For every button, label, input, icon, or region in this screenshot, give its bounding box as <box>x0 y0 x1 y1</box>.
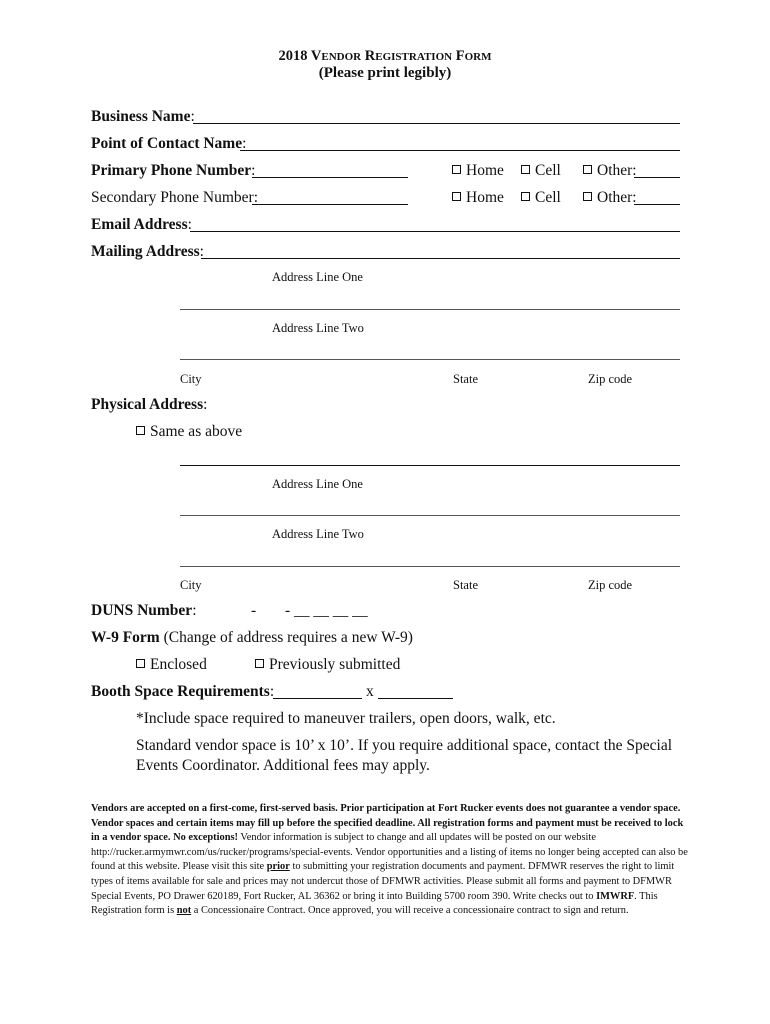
standard-space-text-2: Events Coordinator. Additional fees may apply. <box>136 757 430 774</box>
physical-address-label: Physical Address: <box>91 396 208 413</box>
checkbox-icon <box>136 659 145 668</box>
physical-zip-label: Zip code <box>588 578 633 592</box>
mailing-address-label: Mailing Address: <box>91 243 204 260</box>
w9-label: W-9 Form (Change of address requires a new W-9) <box>91 629 413 646</box>
primary-phone-label: Primary Phone Number: <box>91 162 256 179</box>
duns-field[interactable]: - __ __ __ __ <box>285 602 368 619</box>
physical-city-state-zip-field[interactable] <box>180 566 680 567</box>
w9-enclosed-checkbox[interactable]: Enclosed <box>136 656 207 674</box>
mailing-city-label: City <box>180 372 202 386</box>
checkbox-icon <box>583 165 592 174</box>
booth-width-field[interactable] <box>273 698 362 699</box>
email-field[interactable] <box>190 231 680 232</box>
physical-line-one-label: Address Line One <box>272 477 363 491</box>
booth-space-label: Booth Space Requirements: <box>91 683 275 700</box>
checkbox-icon <box>583 192 592 201</box>
booth-x: x <box>366 683 374 700</box>
secondary-other-field[interactable] <box>634 204 680 205</box>
w9-previous-checkbox[interactable]: Previously submitted <box>255 656 400 674</box>
duns-label: DUNS Number: <box>91 602 197 619</box>
secondary-phone-label: Secondary Phone Number: <box>91 189 259 206</box>
mailing-line-one-label: Address Line One <box>272 270 363 284</box>
checkbox-icon <box>136 426 145 435</box>
checkbox-icon <box>521 192 530 201</box>
primary-other-checkbox[interactable]: Other: <box>583 162 637 180</box>
physical-city-label: City <box>180 578 202 592</box>
checkbox-icon <box>255 659 264 668</box>
same-as-above-checkbox[interactable]: Same as above <box>136 423 242 441</box>
checkbox-icon <box>521 165 530 174</box>
mailing-zip-label: Zip code <box>588 372 633 386</box>
secondary-cell-checkbox[interactable]: Cell <box>521 189 561 207</box>
mailing-city-state-zip-field[interactable] <box>180 359 680 360</box>
business-name-label: Business Name: <box>91 108 195 125</box>
physical-state-label: State <box>453 578 478 592</box>
form-title: 2018 VENDOR REGISTRATION FORM <box>278 48 492 64</box>
vendor-disclaimer: Vendors are accepted on a first-come, first-served basis. Prior participation at Fort Rucker events does not guarantee a vendor space. Vendor spaces and certain items may fill up before the specified deadline. All registration forms and payment must be received to lock in a vendor space. No exceptions! Vendor information is subject to change and all updates will be posted on our website http://rucker.armymwr.com/us/rucker/programs/special-events. Vendor opportunities and a listing of items no longer being accepted can also be found at this website. Please visit this site prior to submitting your registration documents and payment. DFMWR reserves the right to limit types of items available for sale and prices may not undercut those of DFMWR activities. Please submit all forms and payment to DFMWR Special Events, PO Drawer 620189, Fort Rucker, AL 36362 or bring it into Building 5700 room 390. Write checks out to IMWRF. This Registration form is not a Concessionaire Contract. Once approved, you will receive a concessionaire contract to sign and return. <box>91 803 688 917</box>
physical-line-two-label: Address Line Two <box>272 527 364 541</box>
mailing-line-two-label: Address Line Two <box>272 321 364 335</box>
secondary-phone-field[interactable] <box>252 204 408 205</box>
secondary-home-checkbox[interactable]: Home <box>452 189 504 207</box>
mailing-address-field[interactable] <box>201 258 680 259</box>
mailing-state-label: State <box>453 372 478 386</box>
booth-note: *Include space required to maneuver trailers, open doors, walk, etc. <box>136 710 556 727</box>
secondary-other-checkbox[interactable]: Other: <box>583 189 637 207</box>
form-subtitle: (Please print legibly) <box>318 65 452 81</box>
primary-home-checkbox[interactable]: Home <box>452 162 504 180</box>
mailing-line-two-field[interactable] <box>180 309 680 310</box>
checkbox-icon <box>452 192 461 201</box>
primary-cell-checkbox[interactable]: Cell <box>521 162 561 180</box>
checkbox-icon <box>452 165 461 174</box>
standard-space-text-1: Standard vendor space is 10’ x 10’. If you require additional space, contact the Special <box>136 737 672 754</box>
contact-name-label: Point of Contact Name: <box>91 135 247 152</box>
contact-name-field[interactable] <box>240 150 680 151</box>
primary-phone-field[interactable] <box>252 177 408 178</box>
booth-length-field[interactable] <box>378 698 453 699</box>
physical-line-one-field[interactable] <box>180 465 680 466</box>
duns-dash: - <box>251 602 257 619</box>
business-name-field[interactable] <box>193 123 680 124</box>
physical-line-two-field[interactable] <box>180 515 680 516</box>
email-label: Email Address: <box>91 216 192 233</box>
primary-other-field[interactable] <box>634 177 680 178</box>
